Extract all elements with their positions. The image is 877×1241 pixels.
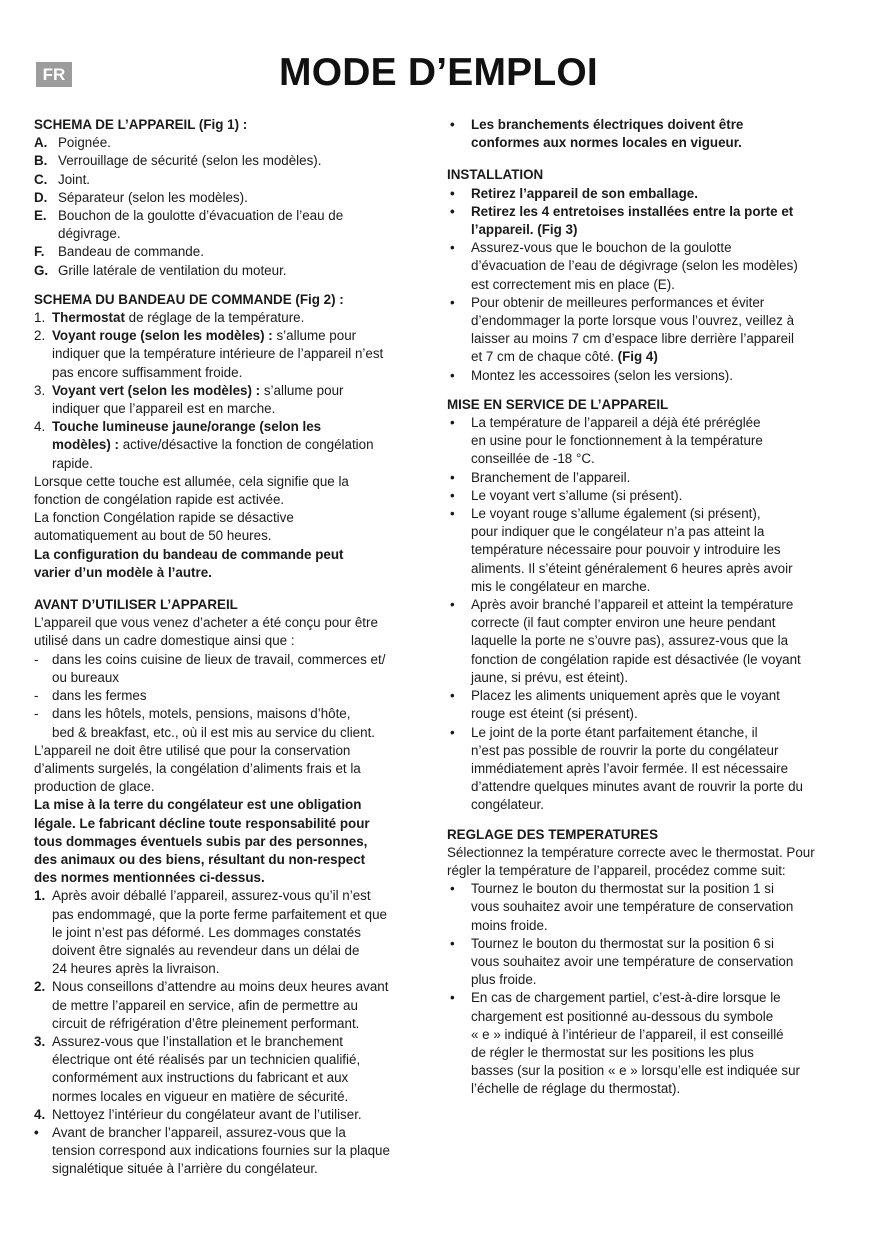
- text-line: fonction de congélation rapide est désactivée (le voyant: [471, 651, 801, 667]
- item-bold: modèles) :: [52, 437, 119, 453]
- section-mise-en-service: [447, 396, 847, 815]
- item-marker: •: [450, 415, 455, 431]
- item-text: [471, 935, 847, 990]
- list-item: [447, 989, 847, 1098]
- item-marker: •: [450, 881, 455, 897]
- list-item: [34, 651, 432, 687]
- item-number: 2.: [34, 328, 46, 344]
- list-item: [34, 327, 432, 382]
- text-line: « e » indiqué à l’intérieur de l’appareil, il est conseillé: [471, 1026, 784, 1042]
- item-marker: •: [450, 469, 455, 485]
- bullet: •: [450, 117, 455, 132]
- list-item: [34, 687, 432, 705]
- item-marker: •: [450, 990, 455, 1006]
- list-item: [34, 262, 432, 280]
- item-text: [58, 171, 432, 189]
- item-text: [471, 989, 847, 1098]
- paragraph: [34, 473, 432, 546]
- item-marker: •: [34, 1124, 39, 1140]
- section-title: MISE EN SERVICE DE L’APPAREIL: [447, 396, 669, 412]
- text-line: Assurez-vous que le bouchon de la goulotte: [471, 240, 732, 256]
- item-bold: Voyant vert (selon les modèles) :: [52, 382, 261, 398]
- item-text: de réglage de la température.: [124, 310, 305, 326]
- item-marker: •: [450, 688, 455, 704]
- text-line: dans les coins cuisine de lieux de travail, commerces et/: [52, 651, 386, 667]
- item-bold: Thermostat: [52, 310, 125, 326]
- text-line: signalétique située à l’arrière du congélateur.: [52, 1161, 318, 1177]
- text-line: dégivrage.: [58, 226, 121, 242]
- item-marker: E.: [34, 208, 47, 224]
- list-item: [447, 414, 847, 469]
- item-bold: Voyant rouge (selon les modèles) :: [52, 328, 273, 344]
- text-line: En cas de chargement partiel, c’est-à-dire lorsque le: [471, 990, 781, 1006]
- item-number: 1.: [34, 310, 46, 326]
- item-text: [471, 414, 847, 469]
- item-marker: •: [450, 935, 455, 951]
- text-line: Tournez le bouton du thermostat sur la position 6 si: [471, 935, 774, 951]
- list-item: [447, 505, 847, 596]
- text-line: Avant de brancher l’appareil, assurez-vous que la: [52, 1124, 346, 1140]
- paragraph: [447, 844, 847, 880]
- section-title: SCHEMA DE L’APPAREIL (Fig 1) :: [34, 117, 248, 132]
- bullet-list: [447, 880, 847, 1098]
- text-line: Après avoir déballé l’appareil, assurez-vous qu’il n’est: [52, 888, 371, 904]
- item-text: [58, 134, 432, 152]
- text-line: utilisé dans un cadre domestique ainsi que :: [34, 633, 295, 649]
- item-marker: D.: [34, 189, 48, 205]
- list-item: [447, 596, 847, 687]
- item-number: 3.: [34, 382, 46, 398]
- section-schema-bandeau: [34, 291, 432, 582]
- text-line: congélateur.: [471, 797, 544, 813]
- item-text: pas encore suffisamment froide.: [52, 364, 243, 380]
- list-item: [34, 382, 432, 418]
- text-line: normes locales en vigueur en matière de sécurité.: [52, 1088, 349, 1104]
- text-line: doivent être signalés au revendeur dans un délai de: [52, 942, 360, 958]
- item-text: [471, 116, 847, 152]
- list-item: [34, 309, 432, 327]
- item-marker: •: [450, 597, 455, 613]
- text-line: dans les fermes: [52, 688, 147, 704]
- right-column: [447, 116, 847, 1110]
- item-text: [471, 469, 847, 487]
- text-line: Tournez le bouton du thermostat sur la position 1 si: [471, 881, 774, 897]
- text-line: fonction de congélation rapide est activée.: [34, 492, 285, 508]
- list-item: [447, 880, 847, 935]
- item-marker: •: [450, 487, 455, 503]
- item-text: indiquer que l’appareil est en marche.: [52, 401, 276, 417]
- text-line: dans les hôtels, motels, pensions, maisons d’hôte,: [52, 706, 351, 722]
- list-item: [34, 134, 432, 152]
- text-line: d’attendre quelques minutes avant de rouvrir la porte du: [471, 779, 803, 795]
- text-line: vous souhaitez avoir une température de conservation: [471, 899, 794, 915]
- section-title: INSTALLATION: [447, 167, 544, 183]
- bullet-list: [447, 414, 847, 814]
- item-text: [52, 705, 432, 741]
- numbered-list: [34, 887, 432, 1178]
- item-text: [471, 880, 847, 935]
- text-line: La température de l’appareil a déjà été préréglée: [471, 415, 761, 431]
- text-line: Montez les accessoires (selon les versions).: [471, 367, 733, 383]
- list-item: [447, 487, 847, 505]
- text-line: Bandeau de commande.: [58, 244, 204, 260]
- list-item: [34, 152, 432, 170]
- text-line: Les branchements électriques doivent être: [471, 117, 744, 132]
- item-marker: •: [450, 506, 455, 522]
- text-line: circuit de réfrigération d’être pleinement performant.: [52, 1015, 360, 1031]
- item-text: [471, 294, 847, 349]
- list-item: [34, 1124, 432, 1179]
- list-item: [447, 687, 847, 723]
- item-text: indiquer que la température intérieure de l’appareil n’est: [52, 346, 384, 362]
- text-line: Placez les aliments uniquement après que le voyant: [471, 688, 780, 704]
- text-line: des animaux ou des biens, résultant du non-respect: [34, 851, 366, 867]
- list-item: [447, 367, 847, 385]
- text-line: est correctement mis en place (E).: [471, 276, 675, 292]
- item-marker: C.: [34, 171, 48, 187]
- list-item: [447, 116, 847, 152]
- text-line: Séparateur (selon les modèles).: [58, 189, 248, 205]
- item-marker: -: [34, 688, 39, 704]
- item-text: [471, 239, 847, 294]
- text-line: production de glace.: [34, 779, 155, 795]
- text-line: Lorsque cette touche est allumée, cela signifie que la: [34, 473, 349, 489]
- item-marker: •: [450, 724, 455, 740]
- text-line: Le voyant rouge s’allume également (si présent),: [471, 506, 761, 522]
- item-text: s’allume pour: [260, 382, 344, 398]
- text-line: Le joint de la porte étant parfaitement étanche, il: [471, 724, 758, 740]
- list-item: [447, 239, 847, 294]
- item-text: [52, 1033, 432, 1106]
- text-line: Sélectionnez la température correcte avec le thermostat. Pour: [447, 844, 815, 860]
- bullet: •: [450, 367, 455, 383]
- item-marker: A.: [34, 135, 48, 151]
- text-line: 24 heures après la livraison.: [52, 961, 220, 977]
- text-line: vous souhaitez avoir une température de conservation: [471, 953, 794, 969]
- text-line: Poignée.: [58, 135, 111, 151]
- text-line: d’évacuation de l’eau de dégivrage (selon les modèles): [471, 258, 798, 274]
- list-item: [34, 1033, 432, 1106]
- item-marker: G.: [34, 262, 49, 278]
- item-text: [52, 1106, 432, 1124]
- list-item: [34, 207, 432, 243]
- list-item: [447, 935, 847, 990]
- list-item: [447, 185, 847, 203]
- text-line: L’appareil que vous venez d’acheter a été conçu pour être: [34, 615, 378, 631]
- text-line: Bouchon de la goulotte d’évacuation de l’eau de: [58, 208, 344, 224]
- text-line: Nettoyez l’intérieur du congélateur avant de l’utiliser.: [52, 1106, 362, 1122]
- text-line: Branchement de l’appareil.: [471, 469, 631, 485]
- text-line: Le voyant vert s’allume (si présent).: [471, 487, 683, 503]
- text-line: l’appareil. (Fig 3): [471, 222, 578, 238]
- text-line: tous dommages éventuels subis par des personnes,: [34, 833, 368, 849]
- bullet: •: [450, 240, 455, 256]
- text-line: rouge est éteint (si présent).: [471, 706, 638, 722]
- text-line: tension correspond aux indications fournies sur la plaque: [52, 1143, 390, 1159]
- item-bold: Touche lumineuse jaune/orange (selon les: [52, 419, 322, 435]
- text-line: électrique ont été réalisés par un technicien qualifié,: [52, 1052, 361, 1068]
- text-line: Pour obtenir de meilleures performances et éviter: [471, 294, 765, 310]
- text-line: conseillée de -18 °C.: [471, 451, 595, 467]
- bullet: •: [450, 294, 455, 310]
- item-text: [52, 978, 432, 1033]
- section-title: AVANT D’UTILISER L’APPAREIL: [34, 597, 238, 613]
- list-item: [34, 887, 432, 978]
- list-item: [34, 705, 432, 741]
- list-item: [34, 978, 432, 1033]
- list-item: [447, 203, 847, 239]
- text-line: La configuration du bandeau de commande peut: [34, 546, 344, 562]
- text-line: automatiquement au bout de 50 heures.: [34, 528, 272, 544]
- item-text: [52, 887, 432, 978]
- list-item: [447, 294, 847, 367]
- item-marker: 4.: [34, 1106, 46, 1122]
- text-line: ou bureaux: [52, 669, 120, 685]
- item-marker: 1.: [34, 888, 46, 904]
- list-item: [34, 418, 432, 473]
- text-line: pas endommagé, que la porte ferme parfaitement et que: [52, 906, 387, 922]
- item-text: [471, 487, 847, 505]
- list-item: [34, 171, 432, 189]
- text-line: bed & breakfast, etc., où il est mis au service du client.: [52, 724, 376, 740]
- section-schema-appareil: [34, 116, 432, 280]
- item-text: et 7 cm de chaque côté.: [471, 349, 618, 365]
- dash-list: [34, 651, 432, 742]
- text-line: La fonction Congélation rapide se désactive: [34, 510, 294, 526]
- item-marker: -: [34, 651, 39, 667]
- text-line: immédiatement après l’avoir fermée. Il est nécessaire: [471, 760, 789, 776]
- text-line: Nous conseillons d’attendre au moins deux heures avant: [52, 979, 389, 995]
- text-line: La mise à la terre du congélateur est une obligation: [34, 797, 362, 813]
- item-text: rapide.: [52, 455, 93, 471]
- section-title: REGLAGE DES TEMPERATURES: [447, 826, 659, 842]
- item-text: [58, 152, 432, 170]
- text-line: conformes aux normes locales en vigueur.: [471, 135, 742, 151]
- item-text: [471, 203, 847, 239]
- text-line: mis le congélateur en marche.: [471, 578, 651, 594]
- item-text: active/désactive la fonction de congélation: [118, 437, 374, 453]
- language-badge: FR: [36, 62, 72, 87]
- item-text: [58, 189, 432, 207]
- text-line: plus froide.: [471, 972, 537, 988]
- item-marker: -: [34, 706, 39, 722]
- text-line: en usine pour le fonctionnement à la température: [471, 433, 763, 449]
- text-line: Grille latérale de ventilation du moteur.: [58, 262, 287, 278]
- text-line: légale. Le fabricant décline toute responsabilité pour: [34, 815, 370, 831]
- item-text: [52, 1124, 432, 1179]
- text-line: Après avoir branché l’appareil et atteint la température: [471, 597, 794, 613]
- paragraph: [34, 614, 432, 650]
- text-line: conformément aux instructions du fabricant et aux: [52, 1070, 349, 1086]
- paragraph: [34, 742, 432, 797]
- list-item: [34, 1106, 432, 1124]
- text-line: pour indiquer que le congélateur n’a pas atteint la: [471, 524, 765, 540]
- text-line: n’est pas possible de rouvrir la porte du congélateur: [471, 742, 779, 758]
- section-installation: [447, 166, 847, 384]
- section-reglage: [447, 826, 847, 1099]
- text-line: d’endommager la porte lorsque vous l’ouvrez, veillez à: [471, 313, 795, 329]
- item-text: [471, 367, 847, 385]
- text-line: régler la température de l’appareil, procédez comme suit:: [447, 862, 786, 878]
- text-line: de mettre l’appareil en service, afin de permettre au: [52, 997, 358, 1013]
- item-text: [471, 505, 847, 596]
- bullet: •: [450, 185, 455, 201]
- text-line: Assurez-vous que l’installation et le branchement: [52, 1033, 344, 1049]
- text-line: Retirez les 4 entretoises installées entre la porte et: [471, 203, 794, 219]
- item-marker: F.: [34, 244, 45, 260]
- item-marker: 3.: [34, 1033, 46, 1049]
- text-line: aliments. Il s’éteint généralement 6 heures après avoir: [471, 560, 793, 576]
- page-title: MODE D’EMPLOI: [279, 51, 598, 94]
- item-text: [58, 243, 432, 261]
- list-item: [34, 243, 432, 261]
- text-line: Joint.: [58, 171, 91, 187]
- item-text: [52, 651, 432, 687]
- list-item: [447, 469, 847, 487]
- text-line: de régler le thermostat sur les positions les plus: [471, 1044, 754, 1060]
- schema-list: [34, 134, 432, 280]
- text-line: le joint n’est pas déformé. Les dommages constatés: [52, 924, 361, 940]
- section-avant-utiliser: [34, 596, 432, 1179]
- item-text: [471, 724, 847, 815]
- text-line: L’appareil ne doit être utilisé que pour la conservation: [34, 742, 351, 758]
- item-marker: 2.: [34, 979, 46, 995]
- item-text: [58, 207, 432, 243]
- item-number: 4.: [34, 419, 46, 435]
- text-line: varier d’un modèle à l’autre.: [34, 564, 212, 580]
- text-line: Retirez l’appareil de son emballage.: [471, 185, 698, 201]
- text-line: température nécessaire pour pouvoir y introduire les: [471, 542, 781, 558]
- item-text: [471, 687, 847, 723]
- item-text: [471, 185, 847, 203]
- text-line: l’échelle de réglage du thermostat).: [471, 1081, 681, 1097]
- list-item: [447, 724, 847, 815]
- section-title: SCHEMA DU BANDEAU DE COMMANDE (Fig 2) :: [34, 291, 344, 307]
- left-column: [34, 116, 432, 1190]
- text-line: jaune, si prévu, est éteint).: [471, 669, 629, 685]
- text-line: laquelle la porte ne s’ouvre pas), assurez-vous que la: [471, 633, 789, 649]
- bullet: •: [450, 203, 455, 219]
- text-line: laisser au moins 7 cm d’espace libre derrière l’appareil: [471, 331, 795, 347]
- list-item: [34, 189, 432, 207]
- item-text: [58, 262, 432, 280]
- item-text: s’allume pour: [272, 328, 357, 344]
- text-line: des normes mentionnées ci-dessus.: [34, 870, 265, 886]
- bold-paragraph: [34, 546, 432, 582]
- item-text: [52, 687, 432, 705]
- item-text: [471, 596, 847, 687]
- text-line: Verrouillage de sécurité (selon les modèles).: [58, 153, 322, 169]
- text-line: d’aliments surgelés, la congélation d’aliments frais et la: [34, 760, 361, 776]
- section-branchements: [447, 116, 847, 152]
- item-marker: B.: [34, 153, 48, 169]
- bold-paragraph: [34, 796, 432, 887]
- text-line: chargement est positionné au-dessous du symbole: [471, 1008, 774, 1024]
- text-line: moins froide.: [471, 917, 548, 933]
- item-bold: (Fig 4): [617, 349, 658, 365]
- text-line: basses (sur la position « e » lorsqu’elle est indiquée sur: [471, 1063, 800, 1079]
- text-line: correcte (il faut compter environ une heure pendant: [471, 615, 776, 631]
